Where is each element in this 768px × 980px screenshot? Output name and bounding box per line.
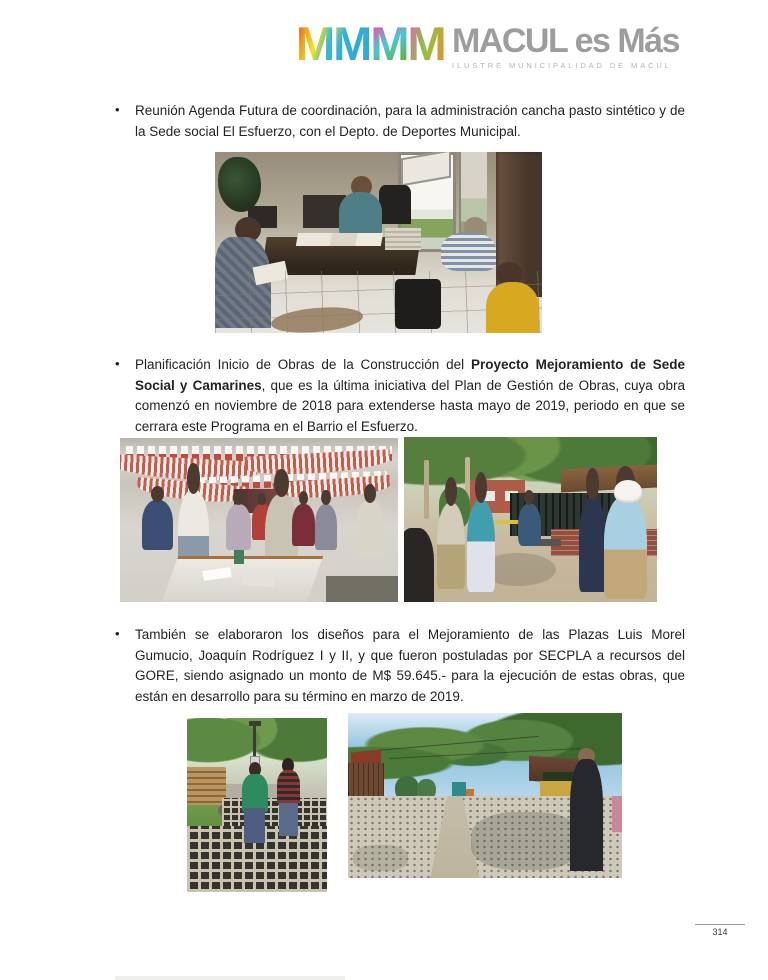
- photo-paver-path: [187, 718, 327, 892]
- bullet-plazas-disenos: [113, 625, 685, 708]
- bullet-dot: •: [115, 626, 120, 641]
- photo-site-visit: [404, 437, 657, 602]
- mmmm-logo: [296, 17, 445, 70]
- logo-letter-m4: M: [407, 17, 445, 70]
- logo-letter-m3: M: [370, 17, 408, 70]
- bullet-dot: •: [115, 102, 120, 117]
- photo-office-meeting: [215, 152, 542, 333]
- logo-letter-m2: M: [333, 17, 371, 70]
- bullet-2-post: , que es la última iniciativa del Plan de Gestión de Obras, cuya obra comenzó en noviembre de 2018 para extenderse hasta mayo de 2019, periodo en que se cerrara este Programa en el Barrio el Esfuerzo.: [135, 377, 685, 435]
- brand-name: MACUL es Más: [452, 22, 679, 60]
- photo-paver-panorama: [348, 713, 622, 878]
- photo-hall-flags: [120, 438, 398, 602]
- bullet-reunion-text: Reunión Agenda Futura de coordinación, para la administración cancha pasto sintético y de la Sede social El Esfuerzo, con el Depto. de Deportes Municipal.: [135, 103, 685, 139]
- footer-divider: [695, 924, 745, 925]
- brand-block: [452, 24, 679, 70]
- brand-tagline: ILUSTRE MUNICIPALIDAD DE MACUL: [452, 61, 672, 70]
- bullet-plazas-text: También se elaboraron los diseños para el Mejoramiento de las Plazas Luis Morel Gumucio, Joaquín Rodríguez I y II, y que fueron postuladas por SECPLA a recursos del GORE, siendo asignado un monto de M$ 59.645.- para la ejecución de estas obras, que están en desarrollo para su término en marzo de 2019.: [135, 627, 685, 705]
- bullet-planificacion-text: [135, 355, 685, 438]
- logo-letter-m1: M: [296, 17, 334, 70]
- bullet-dot: •: [115, 356, 120, 371]
- bullet-2-bold: Proyecto Mejoramiento de Sede Social y Camarines: [135, 357, 686, 393]
- bullet-reunion-agenda: [113, 101, 685, 142]
- bullet-planificacion-obras: [113, 355, 685, 438]
- bullet-2-pre: Planificación Inicio de Obras de la Construcción del: [135, 357, 471, 372]
- page-edge-artifact: [115, 976, 345, 980]
- page-number: 314: [712, 927, 728, 937]
